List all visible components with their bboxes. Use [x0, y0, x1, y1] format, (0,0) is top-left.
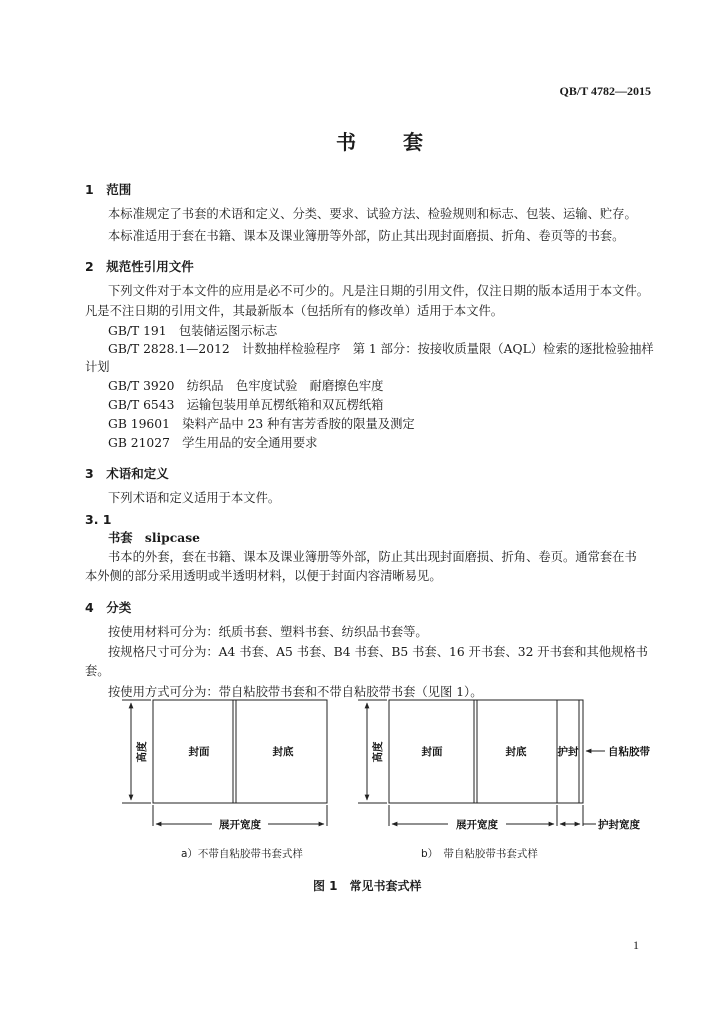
- figure-title: 图 1 常见书套式样: [313, 879, 422, 893]
- section-3-heading: 3 术语和定义: [85, 466, 169, 481]
- term-definition: 本外侧的部分采用透明或半透明材料，以便于封面内容清晰易见。: [85, 569, 442, 583]
- section-2-heading: 2 规范性引用文件: [85, 259, 194, 274]
- figure-a-sleeve-outline: [153, 700, 327, 803]
- section-3-intro: 下列术语和定义适用于本文件。: [108, 491, 281, 505]
- figure-a-caption: a）不带自粘胶带书套式样: [181, 848, 303, 860]
- figure-b-cover-label: 封面: [421, 746, 443, 758]
- figure-b-tape-label: 自粘胶带: [608, 746, 650, 758]
- figure-a-back-label: 封底: [272, 746, 294, 758]
- reference-item: GB 19601 染料产品中 23 种有害芳香胺的限量及测定: [108, 417, 415, 431]
- standard-number: QB/T 4782—2015: [559, 84, 651, 98]
- figure-1-diagram: [0, 690, 724, 830]
- reference-item: GB 21027 学生用品的安全通用要求: [108, 436, 318, 450]
- reference-item: GB/T 191 包装储运图示标志: [108, 324, 278, 338]
- section-2-paragraph: 凡是不注日期的引用文件，其最新版本（包括所有的修改单）适用于本文件。: [85, 304, 504, 318]
- figure-a-cover-label: 封面: [188, 746, 210, 758]
- figure-b-height-label: 高度: [372, 741, 384, 763]
- reference-item: GB/T 2828.1—2012 计数抽样检验程序 第 1 部分：按接收质量限（AQL）检索的逐批检验抽样: [108, 342, 654, 356]
- section-4-paragraph: 套。: [85, 664, 110, 678]
- section-4-paragraph: 按使用方式可分为：带自粘胶带书套和不带自粘胶带书套（见图 1）。: [108, 685, 483, 699]
- term-definition: 书本的外套，套在书籍、课本及课业簿册等外部，防止其出现封面磨损、折角、卷页。通常套在书: [108, 550, 637, 564]
- reference-item: GB/T 6543 运输包装用单瓦楞纸箱和双瓦楞纸箱: [108, 398, 384, 412]
- figure-b-flap-label: 护封: [557, 746, 579, 758]
- section-4-paragraph: 按使用材料可分为：纸质书套、塑料书套、纺织品书套等。: [108, 625, 428, 639]
- page-title: 书 套: [336, 130, 443, 154]
- figure-a-height-label: 高度: [136, 741, 148, 763]
- figure-b-flap-width-label: 护封宽度: [598, 819, 640, 830]
- section-1-paragraph: 本标准规定了书套的术语和定义、分类、要求、试验方法、检验规则和标志、包装、运输、贮存。: [108, 207, 637, 221]
- page-number: 1: [633, 938, 639, 952]
- section-2-paragraph: 下列文件对于本文件的应用是必不可少的。凡是注日期的引用文件，仅注日期的版本适用于本文件。: [108, 284, 650, 298]
- section-1-paragraph: 本标准适用于套在书籍、课本及课业簿册等外部，防止其出现封面磨损、折角、卷页等的书套。: [108, 229, 625, 243]
- section-1-heading: 1 范围: [85, 182, 132, 197]
- section-4-heading: 4 分类: [85, 600, 132, 615]
- section-4-paragraph: 按规格尺寸可分为：A4 书套、A5 书套、B4 书套、B5 书套、16 开书套、32 开书套和其他规格书: [108, 645, 648, 659]
- reference-item: GB/T 3920 纺织品 色牢度试验 耐磨擦色牢度: [108, 379, 384, 393]
- figure-a-width-label: 展开宽度: [219, 819, 261, 830]
- term-heading: 书套 slipcase: [108, 530, 200, 545]
- figure-b-caption: b） 带自粘胶带书套式样: [421, 848, 538, 860]
- reference-item: 计划: [85, 360, 110, 374]
- figure-b-sleeve-outline: [389, 700, 583, 803]
- figure-b-back-label: 封底: [505, 746, 527, 758]
- figure-b-width-label: 展开宽度: [456, 819, 498, 830]
- clause-number: 3. 1: [85, 512, 112, 527]
